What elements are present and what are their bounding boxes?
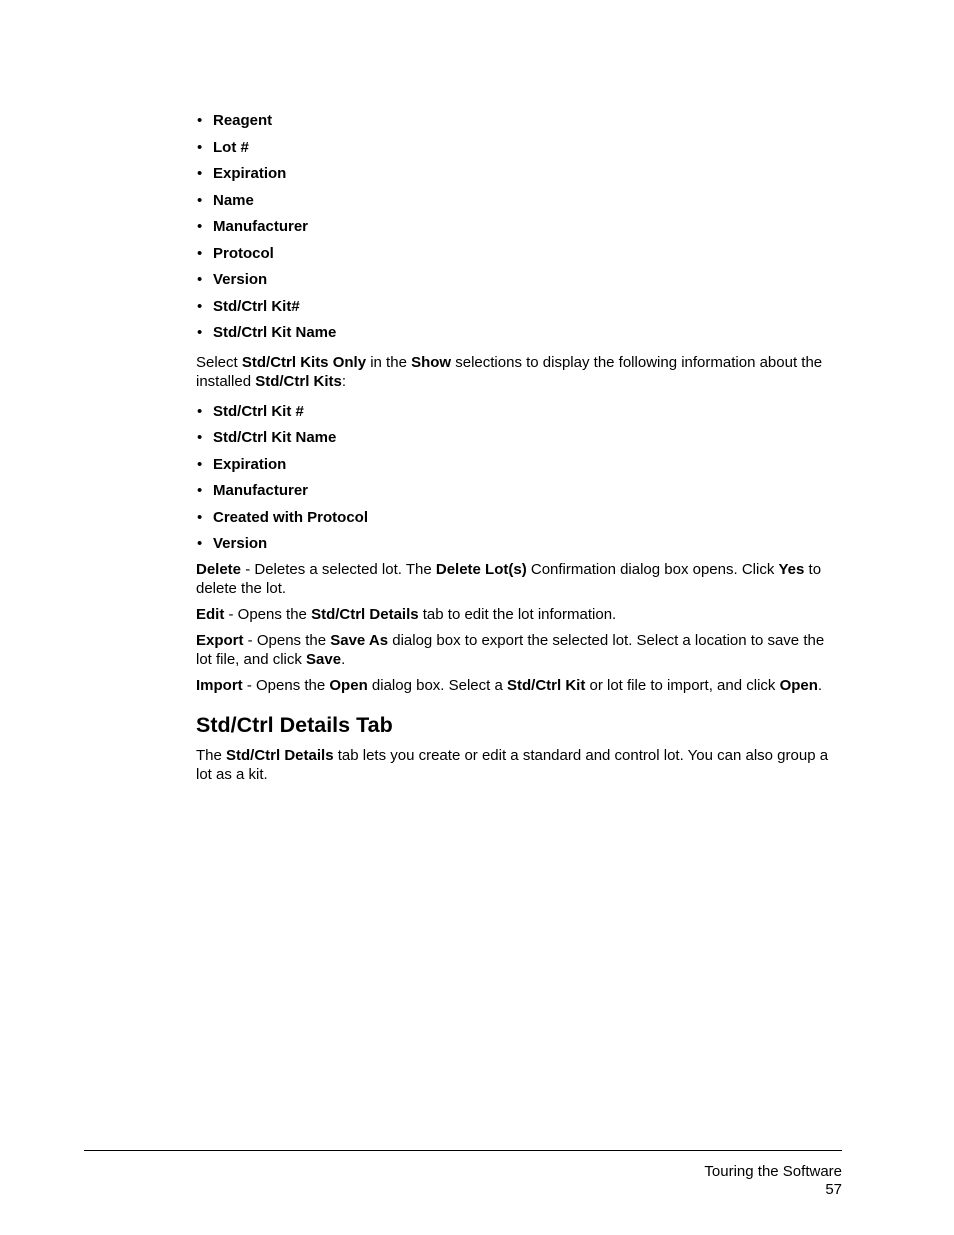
text: The	[196, 746, 227, 764]
list-item: • Manufacturer	[196, 216, 836, 243]
list-item: • Lot #	[196, 137, 836, 164]
bold-text: Save As	[330, 631, 389, 649]
list-item: • Std/Ctrl Kit Name	[196, 427, 836, 454]
list-item: • Expiration	[196, 454, 836, 481]
bold-text: Open	[779, 676, 818, 694]
list-item: • Created with Protocol	[196, 507, 836, 534]
delete-paragraph	[196, 560, 836, 598]
bold-text: Std/Ctrl Kits Only	[241, 353, 367, 371]
footer-divider	[84, 1150, 842, 1151]
text: or lot file to import, and click	[585, 676, 780, 694]
field-list-all	[196, 110, 836, 349]
bold-text: Save	[306, 650, 342, 668]
import-paragraph	[196, 676, 836, 695]
section-heading: Std/Ctrl Details Tab	[196, 712, 393, 737]
text: dialog box to export the selected lot. Select a location to save the lot file, and click	[196, 631, 825, 668]
text: - Opens the	[224, 605, 312, 623]
text: Confirmation dialog box opens. Click	[526, 560, 779, 578]
bold-text: Delete Lot(s)	[435, 560, 527, 578]
text: Select	[196, 353, 242, 371]
list-item: • Version	[196, 533, 836, 560]
bold-text: Export	[196, 631, 244, 649]
list-item: • Std/Ctrl Kit Name	[196, 322, 836, 349]
bold-text: Open	[329, 676, 368, 694]
edit-paragraph	[196, 605, 836, 624]
text: dialog box. Select a	[367, 676, 507, 694]
list-item: • Expiration	[196, 163, 836, 190]
text: .	[341, 650, 346, 668]
page-content	[196, 110, 836, 784]
export-paragraph	[196, 631, 836, 669]
page-footer	[704, 1163, 842, 1199]
list-item: • Std/Ctrl Kit #	[196, 401, 836, 428]
list-item: • Name	[196, 190, 836, 217]
text: - Deletes a selected lot. The	[241, 560, 436, 578]
page-number: 57	[825, 1181, 842, 1198]
text: selections to display the following information about the installed	[196, 353, 823, 390]
kits-only-paragraph	[196, 353, 836, 391]
list-item: • Std/Ctrl Kit#	[196, 296, 836, 323]
bold-text: Std/Ctrl Details	[226, 746, 334, 764]
field-list-kits	[196, 401, 836, 560]
text: tab to edit the lot information.	[418, 605, 617, 623]
list-item: • Protocol	[196, 243, 836, 270]
details-paragraph	[196, 746, 836, 784]
footer-title: Touring the Software	[704, 1163, 842, 1180]
text: - Opens the	[242, 676, 330, 694]
list-item: • Reagent	[196, 110, 836, 137]
bold-text: Edit	[196, 605, 225, 623]
bold-text: Std/Ctrl Details	[311, 605, 419, 623]
bold-text: Yes	[778, 560, 805, 578]
text: .	[817, 676, 823, 694]
bold-text: Show	[411, 353, 452, 371]
bold-text: Std/Ctrl Kits	[255, 372, 342, 390]
text: in the	[366, 353, 412, 371]
text: - Opens the	[243, 631, 331, 649]
text: :	[341, 372, 347, 390]
bold-text: Delete	[196, 560, 242, 578]
text: tab lets you create or edit a standard and control lot. You can also group a lot as a kit.	[196, 746, 829, 783]
list-item: • Version	[196, 269, 836, 296]
list-item: • Manufacturer	[196, 480, 836, 507]
text: to delete the lot.	[196, 560, 822, 597]
bold-text: Std/Ctrl Kit	[507, 676, 586, 694]
bold-text: Import	[196, 676, 243, 694]
